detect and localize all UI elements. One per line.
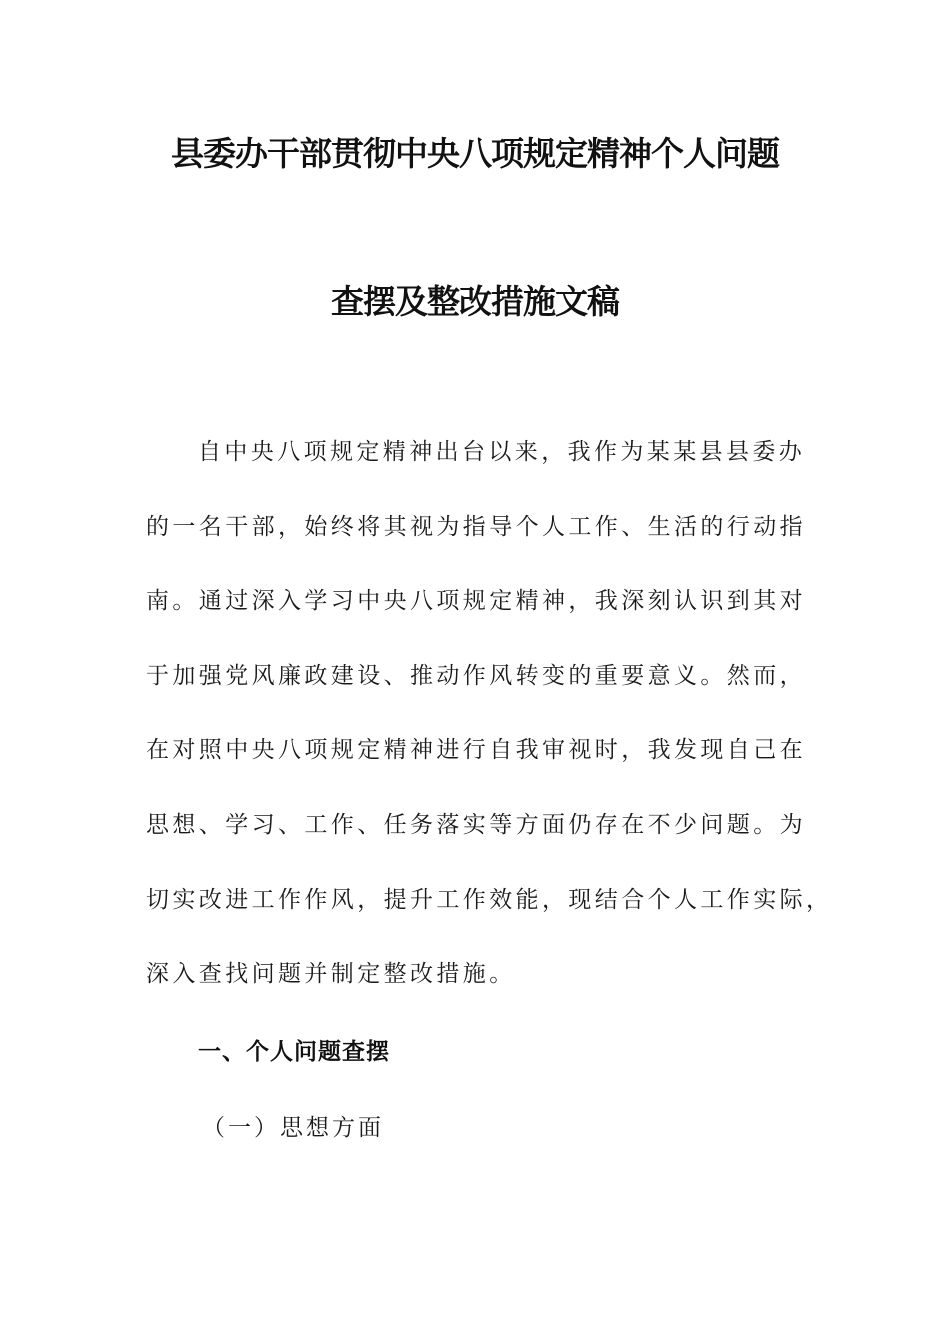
intro-paragraph-line-4: 于加强党风廉政建设、推动作风转变的重要意义。然而， [146,663,806,689]
intro-paragraph-line-5: 在对照中央八项规定精神进行自我审视时，我发现自己在 [146,737,806,763]
intro-paragraph-line-6: 思想、学习、工作、任务落实等方面仍存在不少问题。为 [146,812,806,838]
intro-paragraph-line-2: 的一名干部，始终将其视为指导个人工作、生活的行动指 [146,514,806,540]
subsection-heading: （一）思想方面 [202,1115,384,1141]
intro-paragraph-line-8: 深入查找问题并制定整改措施。 [146,961,516,987]
intro-paragraph-line-1: 自中央八项规定精神出台以来，我作为某某县县委办 [198,439,806,465]
document-title-line-1: 县委办干部贯彻中央八项规定精神个人问题 [171,134,779,173]
intro-paragraph-line-3: 南。通过深入学习中央八项规定精神，我深刻认识到其对 [146,588,806,614]
section-heading: 一、个人问题查摆 [198,1039,390,1065]
document-title-line-2: 查摆及整改措施文稿 [331,282,619,321]
intro-paragraph-line-7: 切实改进工作作风，提升工作效能，现结合个人工作实际， [146,887,833,913]
